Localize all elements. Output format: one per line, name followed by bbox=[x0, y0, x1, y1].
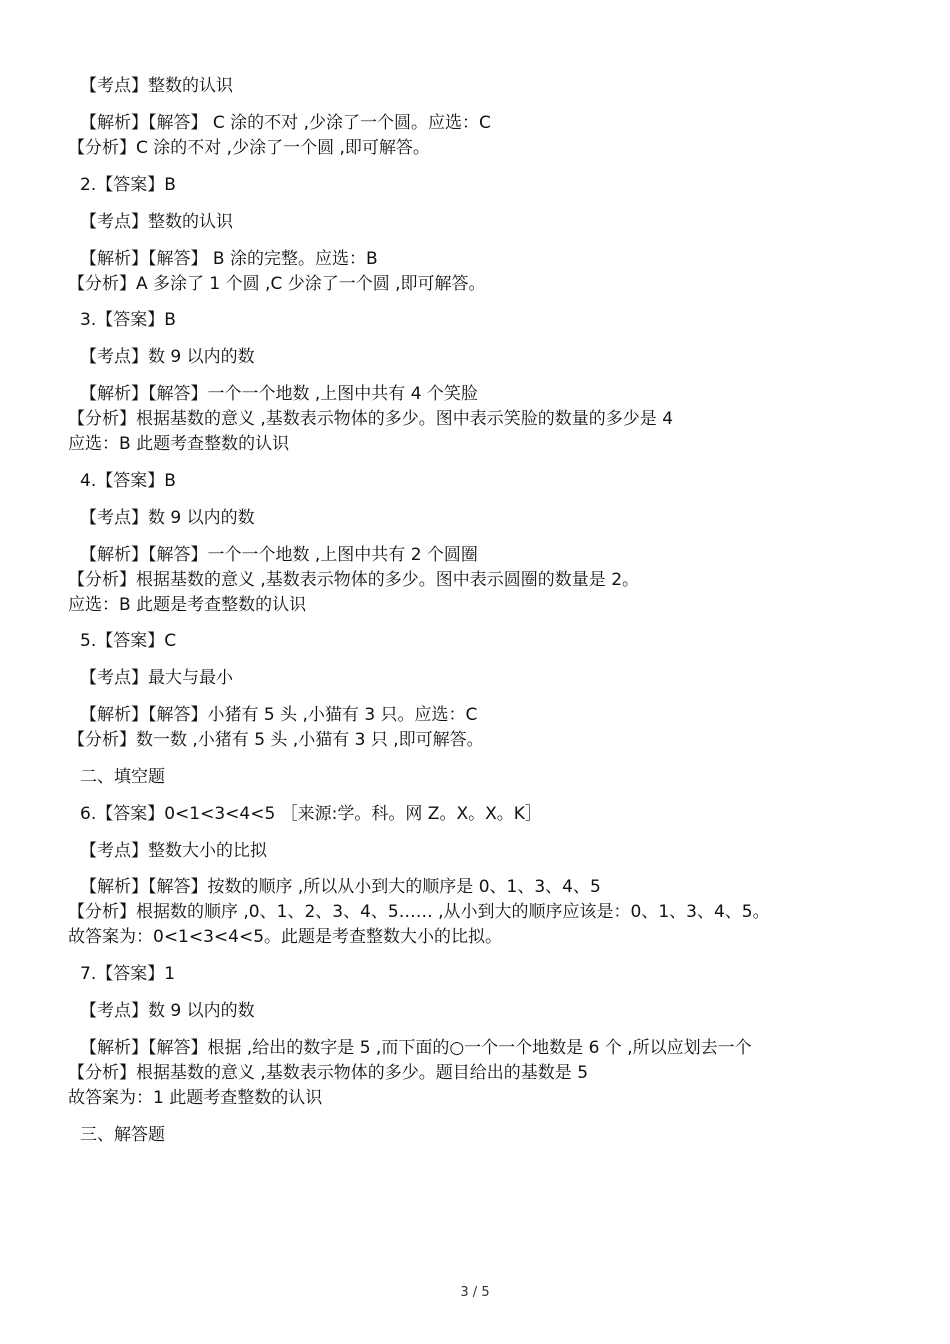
answer-heading-6: 6.【答案】0<1<3<4<5 ［来源:学。科。网 Z。X。X。K］ bbox=[80, 804, 542, 824]
answer-heading-7: 7.【答案】1 bbox=[80, 964, 176, 984]
kaodian-label-2: 【考点】整数的认识 bbox=[80, 212, 233, 232]
answer-heading-3: 3.【答案】B bbox=[80, 310, 176, 330]
conclusion-line-4: 应选：B 此题是考查整数的认识 bbox=[68, 595, 307, 615]
kaodian-label-4: 【考点】数 9 以内的数 bbox=[80, 508, 255, 528]
conclusion-line-7: 故答案为：1 此题考查整数的认识 bbox=[68, 1088, 323, 1108]
jiexi-line-3: 【解析】【解答】一个一个地数 ,上图中共有 4 个笑脸 bbox=[80, 384, 478, 404]
page-number: 3 / 5 bbox=[460, 1285, 490, 1300]
jiexi-line-4: 【解析】【解答】一个一个地数 ,上图中共有 2 个圆圈 bbox=[80, 545, 478, 565]
answer-heading-2: 2.【答案】B bbox=[80, 175, 176, 195]
conclusion-line-6: 故答案为：0<1<3<4<5。此题是考查整数大小的比拟。 bbox=[68, 927, 503, 947]
kaodian-label-5: 【考点】最大与最小 bbox=[80, 668, 233, 688]
jiexi-line-5: 【解析】【解答】小猪有 5 头 ,小猫有 3 只。应选：C bbox=[80, 705, 478, 725]
jiexi-line-1: 【解析】【解答】 C 涂的不对 ,少涂了一个圆。应选：C bbox=[80, 113, 491, 133]
kaodian-label-6: 【考点】整数大小的比拟 bbox=[80, 841, 267, 861]
fenxi-line-7: 【分析】根据基数的意义 ,基数表示物体的多少。题目给出的基数是 5 bbox=[68, 1063, 589, 1083]
kaodian-label-3: 【考点】数 9 以内的数 bbox=[80, 347, 255, 367]
section-heading-fill-blank: 二、填空题 bbox=[80, 767, 165, 787]
fenxi-line-6: 【分析】根据数的顺序 ,0、1、2、3、4、5…… ,从小到大的顺序应该是：0、1、3、4、5。 bbox=[68, 902, 770, 922]
section-heading-solve: 三、解答题 bbox=[80, 1125, 165, 1145]
fenxi-line-3: 【分析】根据基数的意义 ,基数表示物体的多少。图中表示笑脸的数量的多少是 4 bbox=[68, 409, 674, 429]
fenxi-line-5: 【分析】数一数 ,小猪有 5 头 ,小猫有 3 只 ,即可解答。 bbox=[68, 730, 484, 750]
jiexi-line-7: 【解析】【解答】根据 ,给出的数字是 5 ,而下面的○一个一个地数是 6 个 ,所以应划去一个 bbox=[80, 1038, 752, 1058]
kaodian-label-1: 【考点】整数的认识 bbox=[80, 76, 233, 96]
fenxi-line-4: 【分析】根据基数的意义 ,基数表示物体的多少。图中表示圆圈的数量是 2。 bbox=[68, 570, 640, 590]
answer-heading-4: 4.【答案】B bbox=[80, 471, 176, 491]
kaodian-label-7: 【考点】数 9 以内的数 bbox=[80, 1001, 255, 1021]
jiexi-line-6: 【解析】【解答】按数的顺序 ,所以从小到大的顺序是 0、1、3、4、5 bbox=[80, 877, 601, 897]
jiexi-line-2: 【解析】【解答】 B 涂的完整。应选：B bbox=[80, 249, 378, 269]
fenxi-line-2: 【分析】A 多涂了 1 个圆 ,C 少涂了一个圆 ,即可解答。 bbox=[68, 274, 486, 294]
answer-heading-5: 5.【答案】C bbox=[80, 631, 177, 651]
fenxi-line-1: 【分析】C 涂的不对 ,少涂了一个圆 ,即可解答。 bbox=[68, 138, 430, 158]
conclusion-line-3: 应选：B 此题考查整数的认识 bbox=[68, 434, 290, 454]
